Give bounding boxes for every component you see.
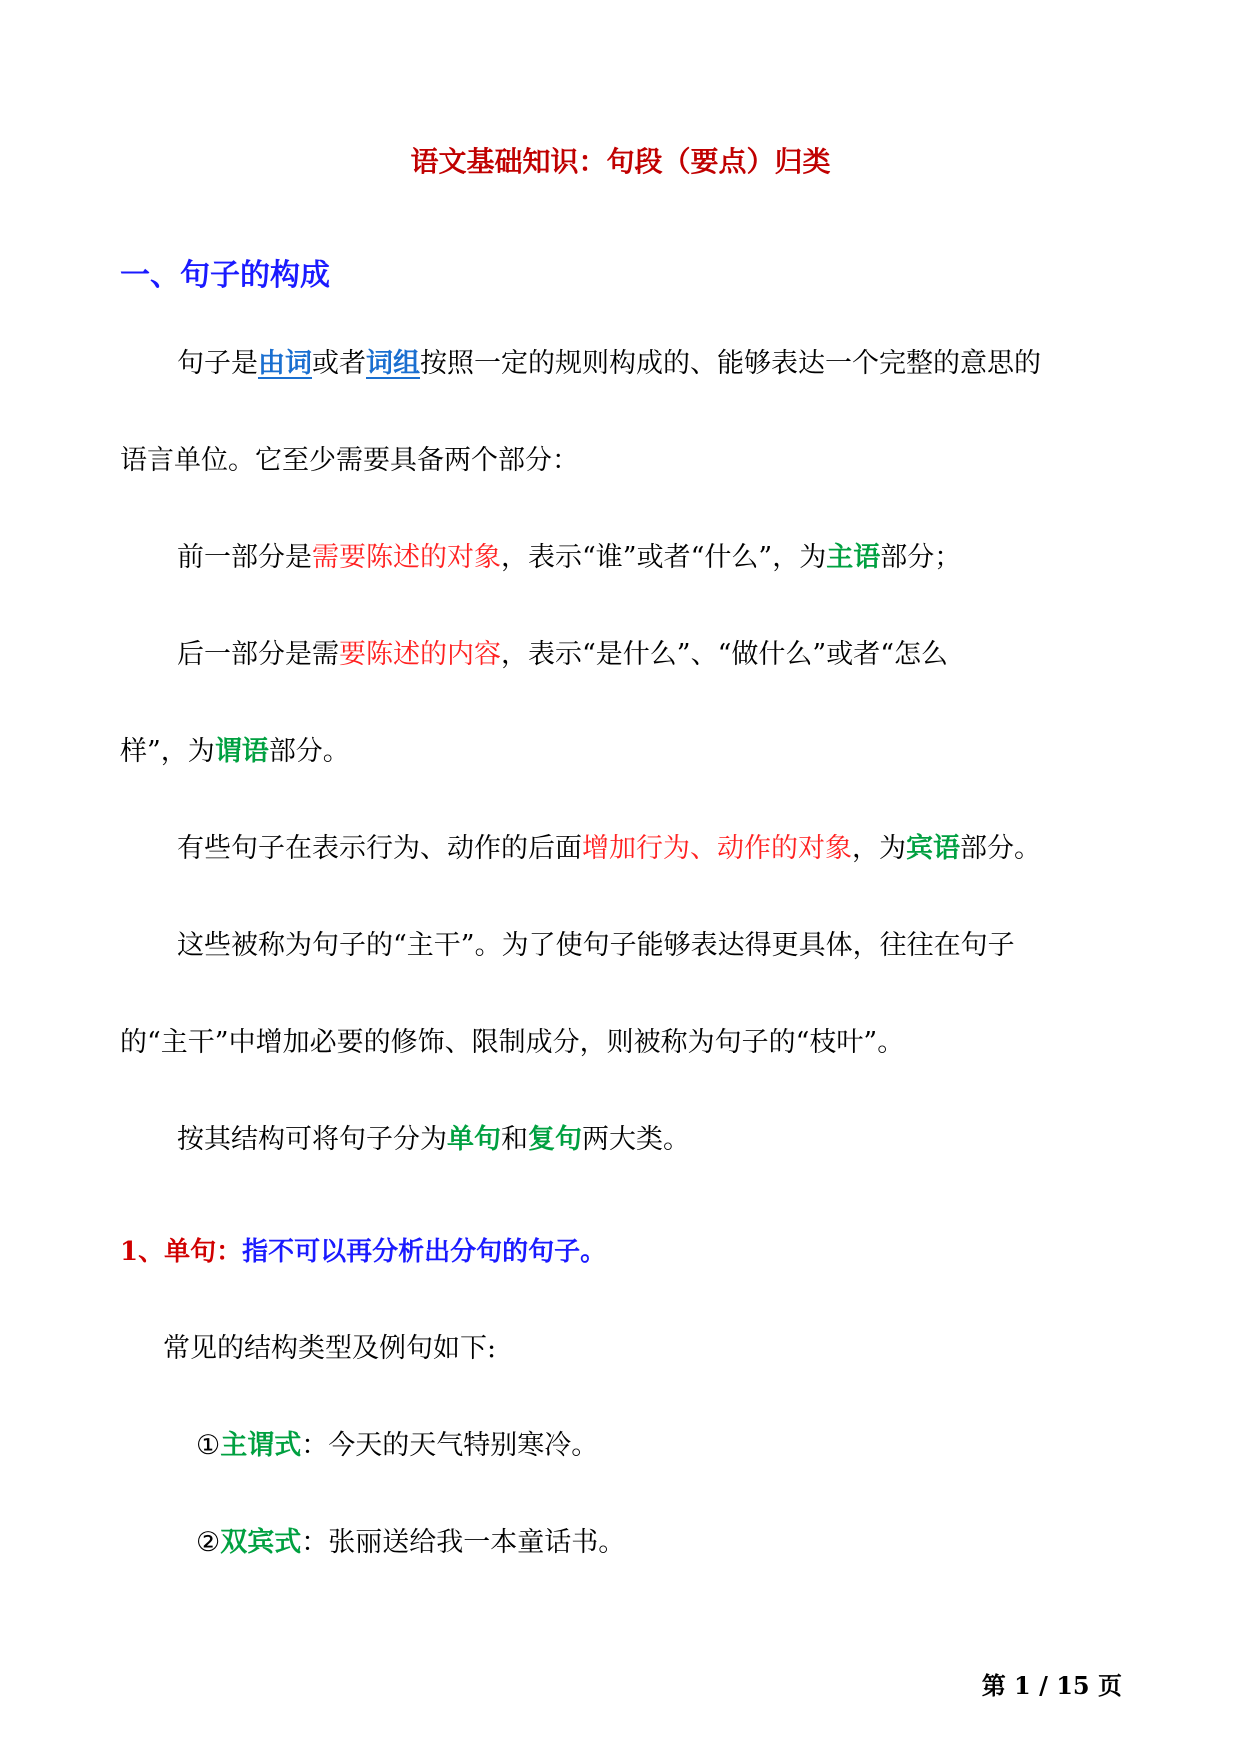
text: 部分。 (268, 736, 350, 767)
text: 或者 (312, 348, 366, 379)
text: ，为 (852, 833, 906, 864)
term-subject: 主语 (826, 542, 881, 573)
example-text: ：张丽送给我一本童话书。 (301, 1527, 626, 1558)
paragraph-1 (177, 344, 1041, 384)
text: 和 (501, 1124, 528, 1155)
term-link-word[interactable]: 由词 (258, 348, 312, 379)
term-predicate: 谓语 (214, 736, 269, 767)
highlight-content: 要陈述的内容 (339, 639, 501, 670)
text: 后一部分是需 (177, 639, 339, 670)
paragraph-trunk: 这些被称为句子的“主干”。为了使句子能够表达得更具体，往往在句子 (177, 930, 1015, 961)
current-page: 1 (1014, 1671, 1031, 1700)
text: 、 (690, 833, 717, 864)
paragraph-trunk-continued: 的“主干”中增加必要的修饰、限制成分，则被称为句子的“枝叶”。 (120, 1027, 905, 1058)
paragraph-classification (177, 1120, 690, 1160)
text: 前一部分是 (177, 542, 312, 573)
example-item (196, 1426, 598, 1466)
footer-suffix: 页 (1098, 1671, 1122, 1700)
examples-intro: 常见的结构类型及例句如下: (163, 1333, 497, 1364)
text: 部分。 (960, 833, 1041, 864)
example-item (196, 1523, 625, 1563)
footer-separator: / (1039, 1671, 1048, 1700)
text: ，表示“谁”或者“什么”，为 (501, 542, 827, 573)
paragraph-object (177, 829, 1041, 869)
term-link-phrase[interactable]: 词组 (366, 348, 420, 379)
subsection-label: 1、单句： (120, 1237, 243, 1267)
section-heading-sentence-structure: 一、句子的构成 (120, 258, 330, 293)
highlight-add-action: 增加行为 (582, 833, 690, 864)
text: ，表示“是什么”、“做什么”或者“怎么 (501, 639, 949, 670)
example-type: 双宾式 (220, 1527, 302, 1558)
subsection-description: 指不可以再分析出分句的句子。 (242, 1237, 607, 1267)
text: 两大类。 (582, 1124, 690, 1155)
term-compound-sentence: 复句 (528, 1124, 582, 1155)
text: 按其结构可将句子分为 (177, 1124, 447, 1155)
page-title: 语文基础知识：句段（要点）归类 (410, 145, 831, 178)
paragraph-subject (177, 538, 961, 578)
example-type: 主谓式 (220, 1430, 302, 1461)
list-marker: ② (196, 1527, 221, 1558)
text: 部分； (880, 542, 962, 573)
list-marker: ① (196, 1430, 221, 1461)
text: 句子是 (177, 348, 258, 379)
paragraph-1-continued: 语言单位。它至少需要具备两个部分： (120, 445, 579, 476)
total-pages: 15 (1056, 1671, 1090, 1700)
text: 按照一定的规则构成的、能够表达一个完整的意思的 (420, 348, 1041, 379)
footer-prefix: 第 (981, 1671, 1006, 1700)
example-text: ：今天的天气特别寒冷。 (301, 1430, 599, 1461)
highlight-object: 需要陈述的对象 (312, 542, 501, 573)
paragraph-predicate-continued (120, 732, 350, 772)
term-simple-sentence: 单句 (447, 1124, 501, 1155)
page-number-footer (982, 1668, 1122, 1704)
paragraph-predicate (177, 635, 948, 675)
text: 有些句子在表示行为、动作的后面 (177, 833, 582, 864)
text: 样”，为 (120, 736, 215, 767)
term-object: 宾语 (906, 833, 960, 864)
subsection-heading-simple-sentence (120, 1232, 606, 1272)
highlight-action-object: 动作的对象 (717, 833, 852, 864)
